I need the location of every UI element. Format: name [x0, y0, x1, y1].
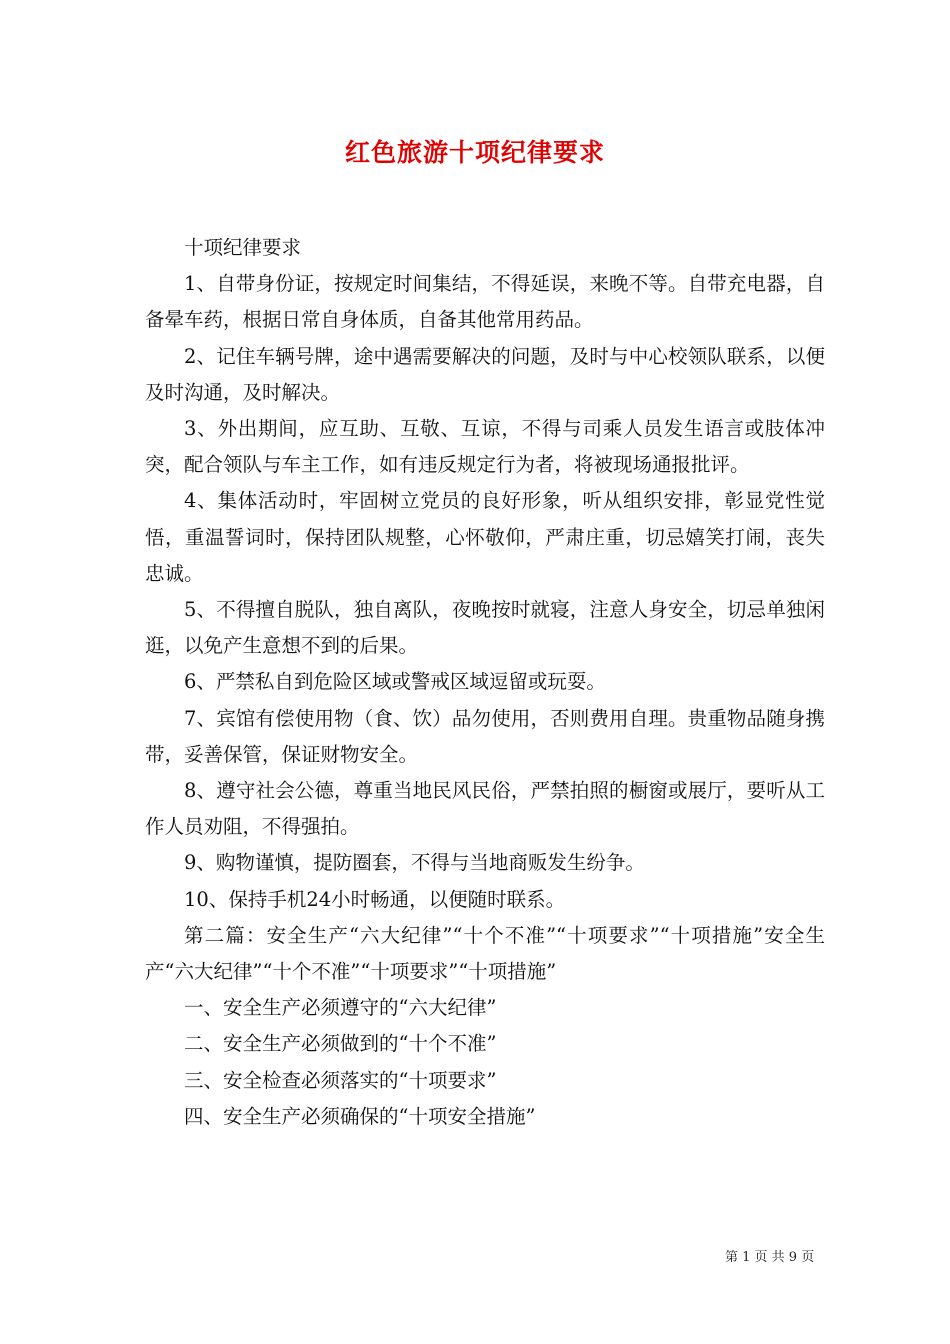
paragraph: 5、不得擅自脱队，独自离队，夜晚按时就寝，注意人身安全，切忌单独闲逛，以免产生意想不到的后果。 [145, 598, 825, 658]
page-footer: 第 1 页 共 9 页 [725, 1250, 815, 1265]
paragraph: 6、严禁私自到危险区域或警戒区域逗留或玩耍。 [184, 670, 606, 694]
paragraph: 4、集体活动时，牢固树立党员的良好形象，听从组织安排，彰显党性觉悟，重温誓词时，保持团队规整，心怀敬仰，严肃庄重，切忌嬉笑打闹，丧失忠诚。 [145, 489, 825, 585]
list-item: 一、安全生产必须遵守的“六大纪律” [184, 996, 497, 1020]
document-title: 红色旅游十项纪律要求 [344, 138, 605, 167]
paragraph: 7、宾馆有偿使用物（食、饮）品勿使用，否则费用自理。贵重物品随身携带，妥善保管，保证财物安全。 [145, 706, 825, 766]
section-heading: 第二篇：安全生产“六大纪律”“十个不准”“十项要求”“十项措施”安全生产“六大纪律”“十个不准”“十项要求”“十项措施” [145, 923, 825, 984]
list-item: 三、安全检查必须落实的“十项要求” [184, 1068, 497, 1092]
document-body [145, 230, 825, 1135]
paragraph: 2、记住车辆号牌，途中遇需要解决的问题，及时与中心校领队联系，以便及时沟通，及时解决。 [145, 344, 825, 404]
paragraph: 10、保持手机24小时畅通，以便随时联系。 [184, 887, 566, 911]
paragraph: 8、遵守社会公德，尊重当地民风民俗，严禁拍照的橱窗或展厅，要听从工作人员劝阻，不得强拍。 [145, 779, 825, 839]
paragraph: 1、自带身份证，按规定时间集结，不得延误，来晚不等。自带充电器，自备晕车药，根据日常自身体质，自备其他常用药品。 [145, 272, 825, 332]
paragraph: 9、购物谨慎，提防圈套，不得与当地商贩发生纷争。 [184, 851, 645, 875]
paragraph: 3、外出期间，应互助、互敬、互谅，不得与司乘人员发生语言或肢体冲突，配合领队与车主工作，如有违反规定行为者，将被现场通报批评。 [145, 417, 825, 477]
list-item: 四、安全生产必须确保的“十项安全措施” [184, 1104, 536, 1128]
paragraph: 十项纪律要求 [184, 236, 302, 259]
list-item: 二、安全生产必须做到的“十个不准” [184, 1032, 497, 1056]
